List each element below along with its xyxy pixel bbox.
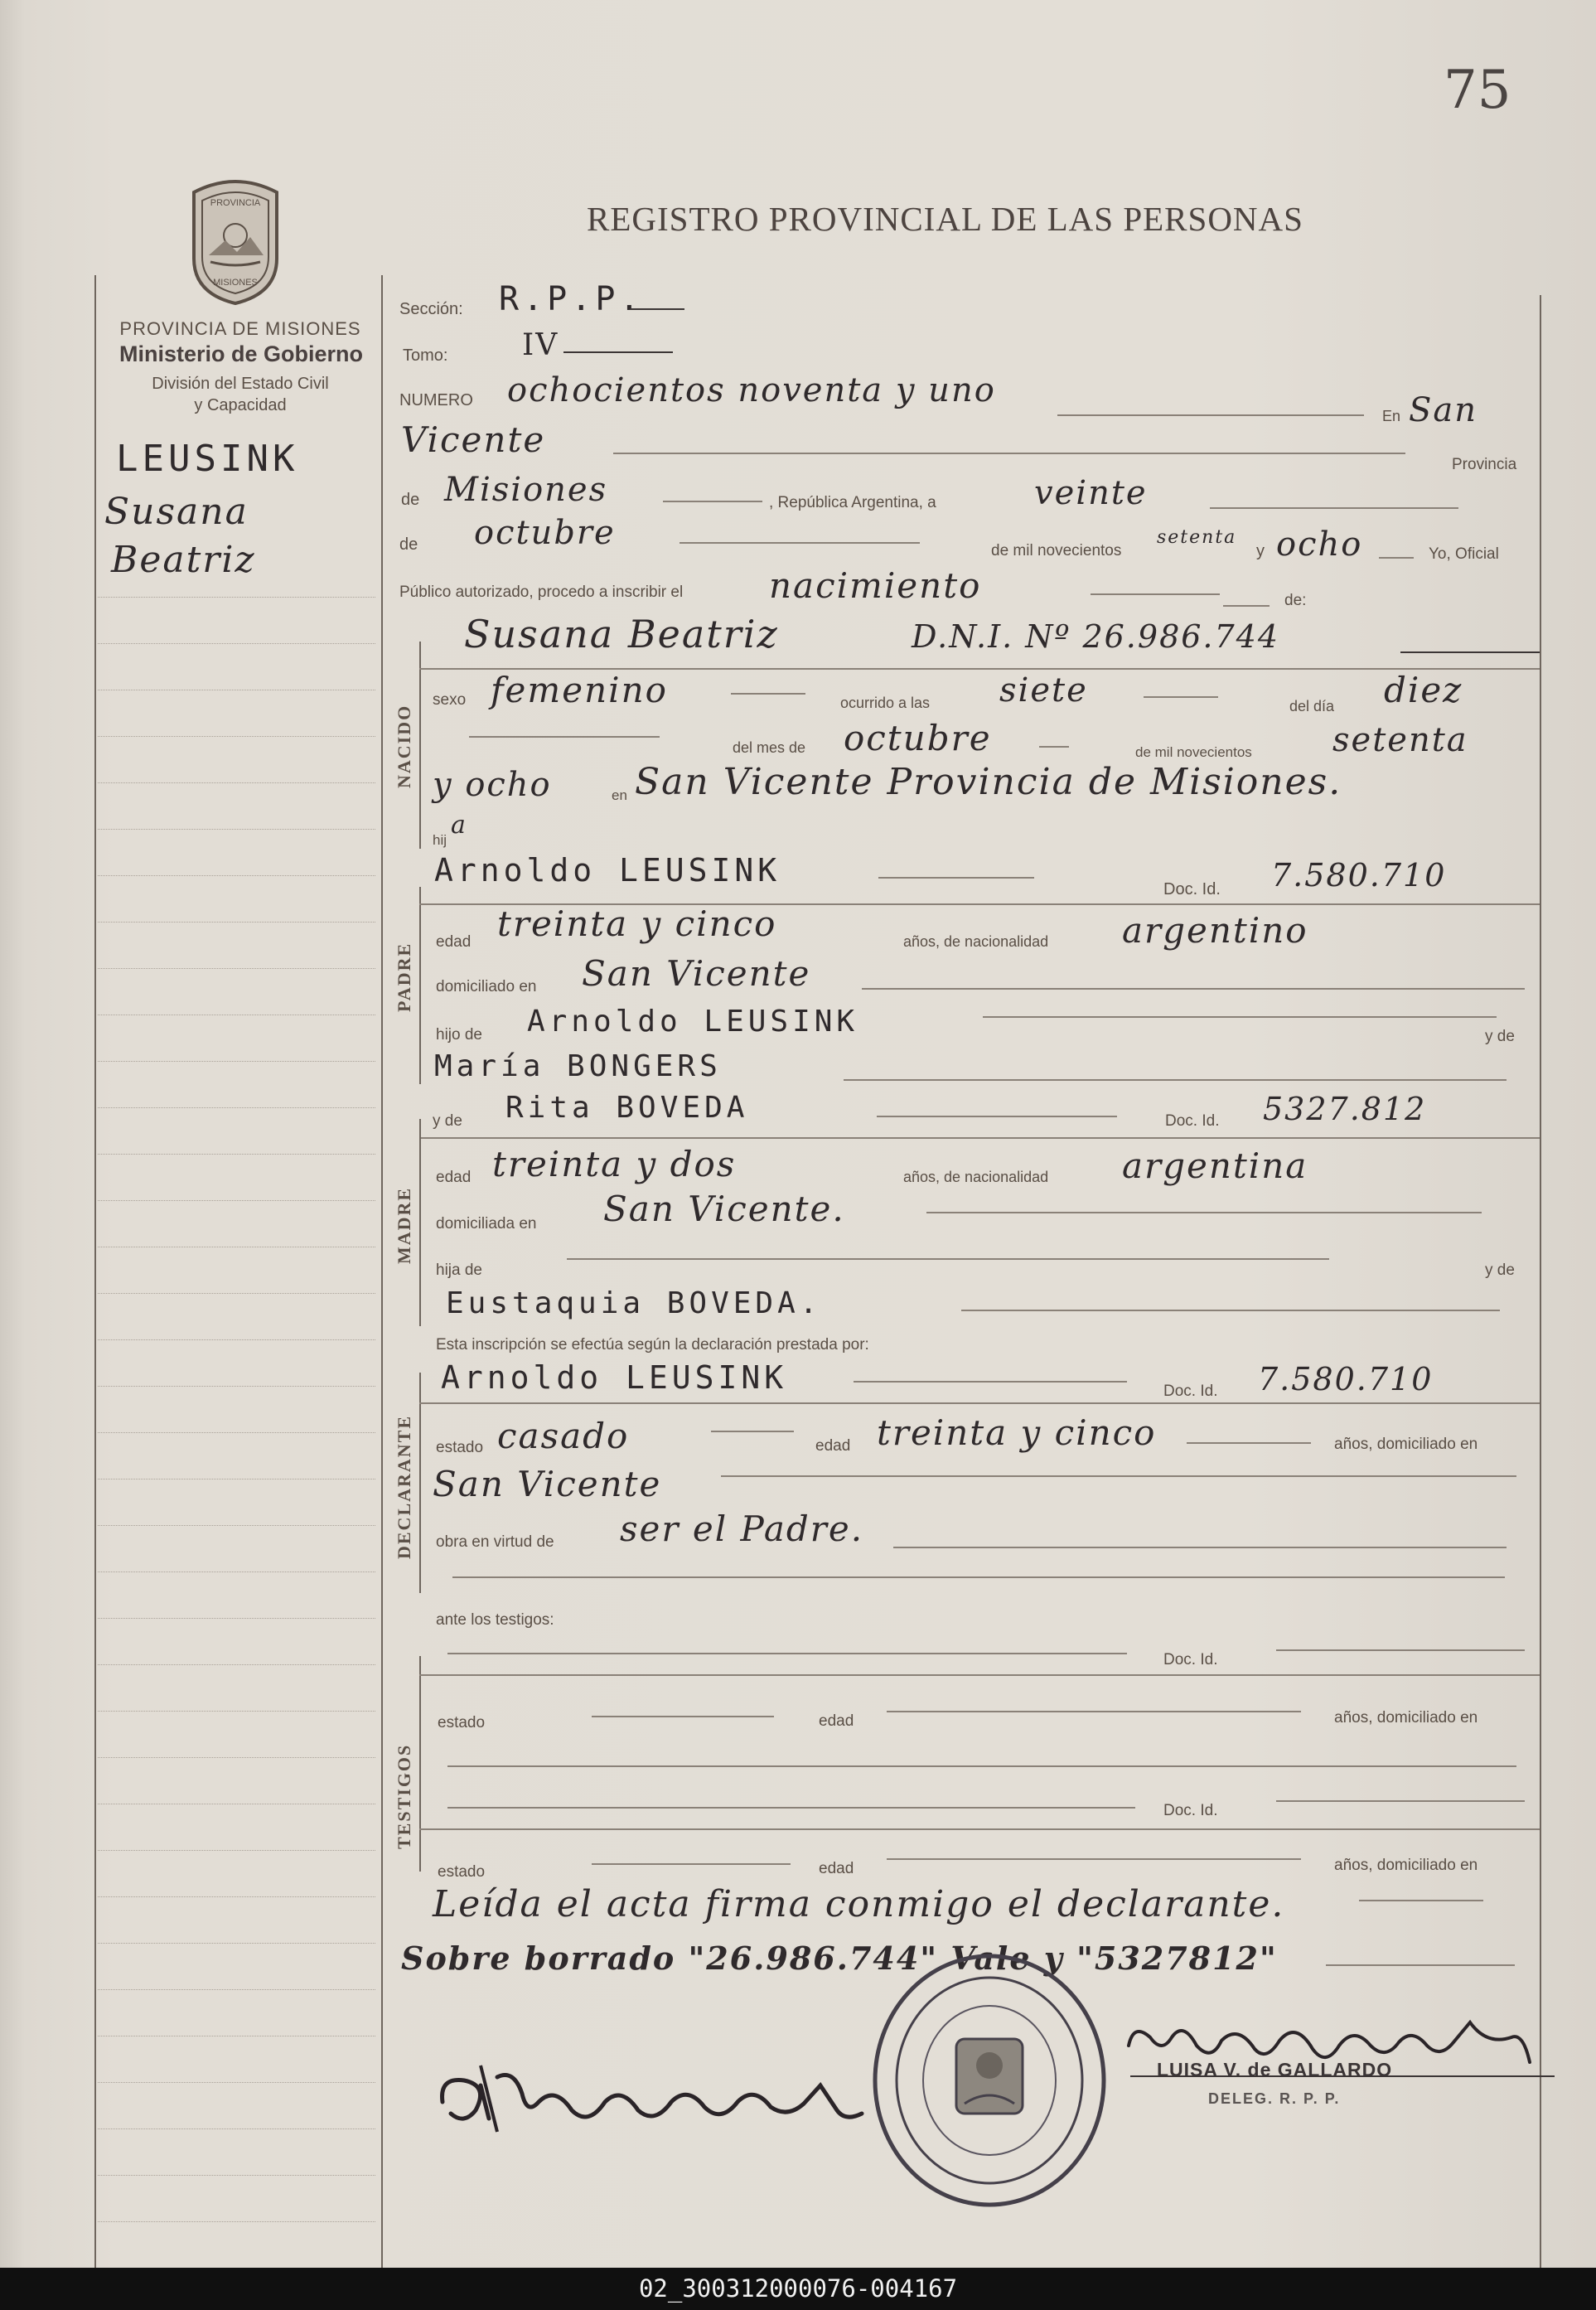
line-mes: [1039, 746, 1069, 748]
margin-rule-line: [98, 643, 375, 644]
line-mes-acta: [680, 542, 920, 544]
entry-anio-acta-a: setenta: [1157, 527, 1237, 548]
entry-padre-padre: Arnoldo LEUSINK: [527, 1005, 859, 1039]
margin-rule-line: [98, 1757, 375, 1758]
side-label-padre: PADRE: [394, 942, 414, 1012]
entry-madre-nombre: Rita BOVEDA: [505, 1091, 749, 1125]
label-testigo2-estado: estado: [438, 1863, 486, 1881]
document-title: REGISTRO PROVINCIAL DE LAS PERSONAS: [587, 200, 1303, 238]
entry-cierre: Leída el acta firma conmigo el declarante.: [433, 1883, 1285, 1925]
margin-right-rule: [381, 275, 383, 2268]
margin-rule-line: [98, 1107, 375, 1108]
margin-rule-line: [98, 1432, 375, 1433]
label-de-mil-acta: de mil novecientos: [991, 542, 1122, 559]
label-padre-edad: edad: [436, 933, 472, 951]
label-decl-edad: edad: [815, 1437, 851, 1455]
label-republica: , República Argentina, a: [769, 494, 936, 511]
side-label-declarante: DECLARANTE: [394, 1414, 414, 1559]
line-decl-nombre: [854, 1381, 1127, 1383]
line-tomo: [563, 351, 673, 353]
label-testigo2-edad: edad: [819, 1860, 854, 1877]
entry-provincia: Misiones: [444, 471, 608, 509]
label-padre-anos: años, de nacionalidad: [903, 933, 1049, 950]
label-decl-doc: Doc. Id.: [1163, 1383, 1218, 1400]
seal-text-top: PROVINCIA: [210, 198, 261, 208]
margin-rule-line: [98, 2082, 375, 2083]
label-decl-estado: estado: [436, 1439, 484, 1456]
margin-rule-line: [98, 1339, 375, 1340]
margin-rule-line: [98, 1154, 375, 1155]
margin-left-rule: [94, 275, 96, 2268]
margin-surname: LEUSINK: [116, 438, 299, 480]
entry-lugar-nac: San Vicente Provincia de Misiones.: [635, 761, 1342, 803]
margin-rule-line: [98, 1200, 375, 1201]
label-testigo2-anos: años, domiciliado en: [1334, 1857, 1478, 1874]
label-de-mes-acta: de: [399, 535, 418, 554]
entry-padre-dom: San Vicente: [582, 953, 811, 994]
entry-dni: D.N.I. Nº 26.986.744: [912, 618, 1280, 655]
bracket-declarante: [419, 1373, 421, 1593]
label-testigo1-anos: años, domiciliado en: [1334, 1709, 1478, 1726]
entry-padre-nac: argentino: [1122, 910, 1308, 951]
entry-decl-doc: 7.580.710: [1258, 1361, 1434, 1397]
label-de-provincia: de: [401, 491, 420, 509]
label-madre-edad: edad: [436, 1169, 472, 1186]
margin-rule-line: [98, 1711, 375, 1712]
line-padre-nombre: [878, 877, 1034, 879]
bracket-padre: [419, 887, 421, 1084]
line-hora: [1144, 696, 1218, 698]
entry-padre-madre: María BONGERS: [434, 1049, 722, 1083]
line-madre-madre: [961, 1310, 1500, 1311]
line-decl-virtud: [893, 1547, 1507, 1548]
entry-mes-acta: octubre: [474, 514, 616, 552]
entry-mes: octubre: [844, 718, 992, 758]
org-ministry: Ministerio de Gobierno: [118, 341, 364, 366]
label-publico: Público autorizado, procedo a inscribir el: [399, 584, 684, 601]
image-id-footer: 02_300312000076-004167: [0, 2268, 1596, 2310]
margin-rule-line: [98, 1664, 375, 1665]
margin-rule-line: [98, 875, 375, 876]
org-division: División del Estado Civil: [152, 375, 329, 393]
entry-decl-nombre: Arnoldo LEUSINK: [441, 1359, 788, 1396]
bracket-testigos: [419, 1656, 421, 1872]
entry-seccion: R.P.P.: [499, 280, 644, 318]
line-testigo2-doc: [1276, 1800, 1525, 1802]
label-inscripcion: Esta inscripción se efectúa según la declaración prestada por:: [436, 1336, 869, 1354]
margin-given-name-1: Susana: [104, 491, 249, 533]
entry-acto: nacimiento: [769, 565, 982, 606]
margin-rule-line: [98, 922, 375, 923]
entry-en-lugar: San: [1409, 391, 1478, 429]
official-stamp: [867, 1949, 1112, 2211]
margin-rule-line: [98, 1896, 375, 1897]
entry-dia-acta: veinte: [1034, 474, 1148, 512]
entry-decl-estado: casado: [497, 1416, 630, 1456]
line-testigo1-doc: [1276, 1649, 1525, 1651]
line-padre-dom: [862, 988, 1525, 990]
margin-rule-line: [98, 1618, 375, 1619]
margin-rule-line: [98, 782, 375, 783]
line-madre-hija-de: [567, 1258, 1329, 1260]
entry-lugar-2: Vicente: [401, 419, 546, 460]
entry-madre-nac: argentina: [1122, 1145, 1308, 1186]
label-decl-obra: obra en virtud de: [436, 1533, 554, 1551]
label-en-lugar: en: [612, 787, 627, 803]
line-sexo: [731, 693, 805, 695]
entry-decl-dom: San Vicente: [433, 1464, 662, 1504]
line-dia-cont: [469, 736, 660, 738]
entry-dia: diez: [1384, 670, 1463, 710]
margin-rule-line: [98, 1571, 375, 1572]
line-acto-2: [1223, 605, 1270, 607]
label-padre-hijo-de: hijo de: [436, 1026, 482, 1044]
line-testigo2-edad: [887, 1858, 1301, 1860]
label-madre-anos: años, de nacionalidad: [903, 1169, 1049, 1185]
line-dia-acta: [1210, 507, 1458, 509]
label-madre-hija-de: hija de: [436, 1262, 482, 1279]
line-decl-estado: [711, 1431, 794, 1432]
seal-text-bottom: MISIONES: [213, 278, 258, 288]
line-padre-madre: [844, 1079, 1507, 1081]
entry-padre-nombre: Arnoldo LEUSINK: [434, 852, 781, 889]
official-name: LUISA V. de GALLARDO: [1157, 2059, 1393, 2080]
line-cierre: [1359, 1900, 1483, 1901]
entry-madre-doc: 5327.812: [1263, 1091, 1427, 1127]
entry-decl-virtud: ser el Padre.: [620, 1509, 864, 1549]
entry-madre-madre: Eustaquia BOVEDA.: [446, 1286, 822, 1320]
line-testigo1-estado: [592, 1716, 774, 1717]
label-madre-y-de-2: y de: [1485, 1262, 1515, 1279]
line-acto: [1091, 593, 1220, 595]
label-ocurrido: ocurrido a las: [840, 695, 931, 711]
margin-rule-line: [98, 2221, 375, 2222]
margin-rule-line: [98, 1943, 375, 1944]
label-del-dia: del día: [1289, 698, 1335, 714]
line-testigo1-divider: [419, 1674, 1540, 1676]
label-provincia: Provincia: [1452, 456, 1517, 473]
margin-rule-line: [98, 2128, 375, 2129]
entry-hora: siete: [999, 671, 1088, 709]
line-testigo1-dom: [447, 1765, 1516, 1767]
label-madre-doc: Doc. Id.: [1165, 1112, 1220, 1130]
margin-rule-line: [98, 1061, 375, 1062]
line-provincia: [663, 501, 762, 502]
label-testigo1-edad: edad: [819, 1712, 854, 1730]
entry-nombre: Susana Beatriz: [464, 612, 779, 656]
label-padre-y-de: y de: [1485, 1028, 1515, 1045]
label-de-mil: de mil novecientos: [1135, 744, 1252, 760]
label-decl-anos: años, domiciliado en: [1334, 1436, 1478, 1453]
label-testigo2-doc: Doc. Id.: [1163, 1802, 1218, 1819]
line-decl-dom: [721, 1475, 1516, 1477]
line-padre-padre: [983, 1016, 1497, 1018]
label-sexo: sexo: [433, 691, 467, 709]
margin-rule-line: [98, 2175, 375, 2176]
side-label-madre: MADRE: [394, 1186, 414, 1264]
margin-rule-line: [98, 1989, 375, 1990]
line-madre-divider: [419, 1137, 1540, 1139]
label-madre-y-de: y de: [433, 1112, 462, 1130]
line-testigo1-edad: [887, 1711, 1301, 1712]
margin-rule-line: [98, 829, 375, 830]
line-madre-dom: [926, 1212, 1482, 1213]
margin-rule-line: [98, 1850, 375, 1851]
form-right-rule: [1540, 295, 1541, 2268]
entry-tomo: IV: [522, 328, 559, 362]
entry-padre-doc: 7.580.710: [1271, 857, 1447, 893]
org-capacidad: y Capacidad: [194, 396, 287, 414]
line-numero: [1057, 414, 1364, 416]
line-seccion: [630, 308, 684, 310]
margin-rule-line: [98, 736, 375, 737]
label-testigo1-estado: estado: [438, 1714, 486, 1731]
line-lugar-2: [613, 453, 1405, 454]
margin-given-name-2: Beatriz: [111, 539, 256, 581]
line-testigo2-nombre: [447, 1807, 1135, 1809]
declarant-signature: [431, 2052, 895, 2143]
label-seccion: Sección:: [399, 300, 463, 318]
margin-rule-line: [98, 1293, 375, 1294]
entry-anio: setenta: [1332, 721, 1468, 759]
side-label-testigos: TESTIGOS: [394, 1743, 414, 1849]
line-testigo2-estado: [592, 1863, 791, 1865]
label-ante-testigos: ante los testigos:: [436, 1611, 554, 1629]
entry-numero: ochocientos noventa y uno: [507, 371, 996, 409]
entry-decl-edad: treinta y cinco: [877, 1412, 1157, 1453]
bracket-nacido: [419, 642, 421, 849]
entry-madre-dom: San Vicente.: [603, 1189, 845, 1229]
line-decl-edad: [1187, 1442, 1311, 1444]
label-madre-dom: domiciliada en: [436, 1215, 537, 1232]
label-tomo: Tomo:: [403, 346, 448, 365]
entry-hij-suffix: a: [451, 811, 467, 840]
coat-of-arms-seal: [177, 176, 293, 307]
margin-rule-line: [98, 1386, 375, 1387]
margin-rule-line: [98, 1525, 375, 1526]
bracket-madre: [419, 1119, 421, 1326]
label-y-acta: y: [1256, 542, 1265, 560]
label-hij: hij: [433, 832, 447, 848]
label-en: En: [1382, 408, 1401, 424]
label-padre-doc: Doc. Id.: [1163, 880, 1221, 898]
line-testigo1-nombre: [447, 1653, 1127, 1654]
line-decl-divider: [419, 1402, 1540, 1404]
label-del-mes: del mes de: [733, 739, 806, 756]
org-province: PROVINCIA DE MISIONES: [119, 318, 361, 339]
side-label-nacido: NACIDO: [394, 704, 414, 788]
entry-anio-acta-b: ocho: [1276, 525, 1363, 564]
official-title: DELEG. R. P. P.: [1208, 2090, 1341, 2107]
label-padre-dom: domiciliado en: [436, 978, 537, 995]
entry-sexo: femenino: [491, 670, 668, 710]
margin-rule-line: [98, 597, 375, 598]
label-yo-oficial: Yo, Oficial: [1429, 545, 1499, 563]
entry-sobreborrado: Sobre borrado "26.986.744" Vale y "5327812": [401, 1940, 1278, 1977]
margin-rule-line: [98, 968, 375, 969]
page-number: 75: [1444, 60, 1511, 121]
line-anio-acta-b: [1379, 557, 1414, 559]
line-sobreborrado: [1326, 1964, 1515, 1966]
line-dni: [1400, 651, 1540, 653]
entry-padre-edad: treinta y cinco: [497, 903, 777, 944]
entry-madre-edad: treinta y dos: [492, 1144, 737, 1184]
line-testigo2-divider: [419, 1828, 1540, 1830]
label-testigo1-doc: Doc. Id.: [1163, 1651, 1218, 1668]
label-numero: NUMERO: [399, 391, 473, 409]
line-madre-nombre: [877, 1116, 1117, 1117]
label-de-colon: de:: [1284, 592, 1307, 609]
line-decl-extra: [452, 1576, 1505, 1578]
entry-anio-2: y ocho: [433, 766, 552, 804]
